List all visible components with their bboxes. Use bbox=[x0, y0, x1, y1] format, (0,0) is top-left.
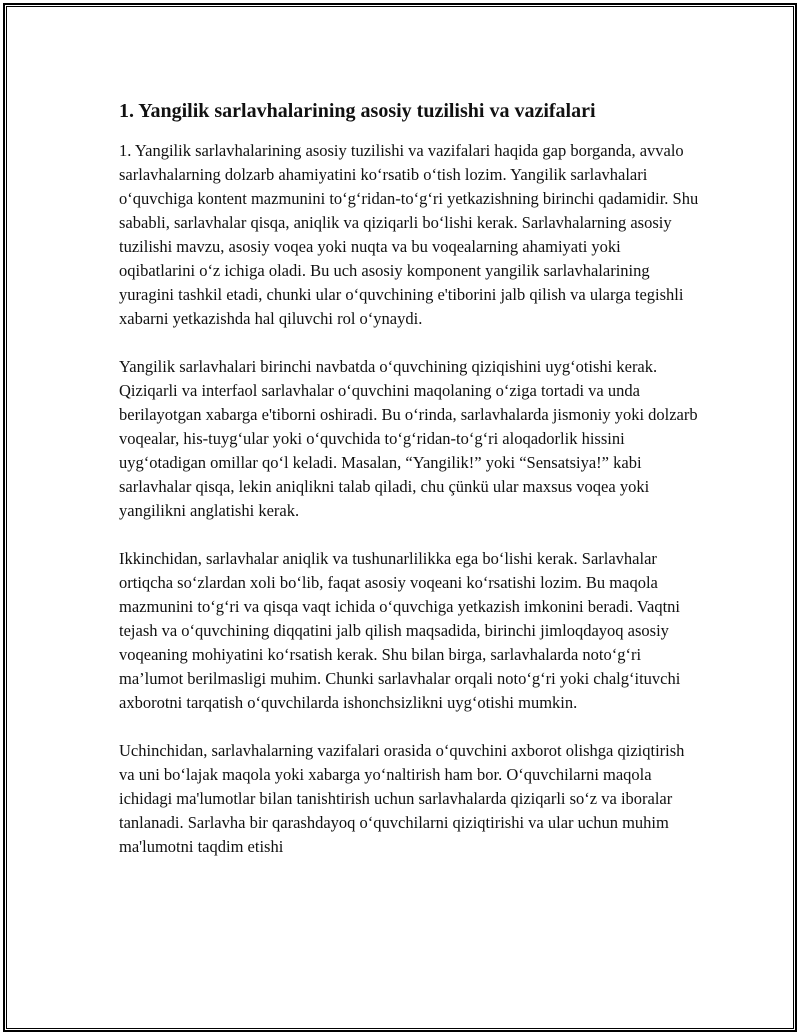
paragraph-2: Yangilik sarlavhalari birinchi navbatda o‘quvchining qiziqishini uyg‘otishi kerak. Qiziqarli va interfaol sarlavhalar o‘quvchini maqolaning o‘ziga tortadi va unda berilayotgan xabarga e'tiborni oshiradi. Bu o‘rinda, sarlavhalarda jismoniy yoki dolzarb voqealar, his-tuyg‘ular yoki o‘quvchida to‘g‘ridan-to‘g‘ri aloqadorlik hissini uyg‘otadigan omillar qo‘l keladi. Masalan, “Yangilik!” yoki “Sensatsiya!” kabi sarlavhalar qisqa, lekin aniqlikni talab qiladi, chu çünkü ular maxsus voqea yoki yangilikni anglatishi kerak. bbox=[119, 357, 698, 520]
document-body bbox=[119, 97, 699, 883]
paragraph-1: 1. Yangilik sarlavhalarining asosiy tuzilishi va vazifalari haqida gap borganda, avvalo sarlavhalarning dolzarb ahamiyatini ko‘rsatib o‘tish lozim. Yangilik sarlavhalari o‘quvchiga kontent mazmunini to‘g‘ridan-to‘g‘ri yetkazishning birinchi qadamidir. Shu sababli, sarlavhalar qisqa, aniqlik va qiziqarli bo‘lishi kerak. Sarlavhalarning asosiy tuzilishi mavzu, asosiy voqea yoki nuqta va bu voqealarning ahamiyati yoki oqibatlarini o‘z ichiga oladi. Bu uch asosiy komponent yangilik sarlavhalarining yuragini tashkil etadi, chunki ular o‘quvchining e'tiborini jalb qilish va ularga tegishli xabarni yetkazishda hal qiluvchi rol o‘ynaydi. bbox=[119, 141, 699, 328]
document-title: 1. Yangilik sarlavhalarining asosiy tuzilishi va vazifalari bbox=[119, 100, 596, 122]
page-frame bbox=[3, 3, 797, 1032]
paragraph-3: Ikkinchidan, sarlavhalar aniqlik va tushunarlilikka ega bo‘lishi kerak. Sarlavhalar ortiqcha so‘zlardan xoli bo‘lib, faqat asosiy voqeani ko‘rsatishi lozim. Bu maqola mazmunini to‘g‘ri va qisqa vaqt ichida o‘quvchiga yetkazish imkonini beradi. Vaqtni tejash va o‘quvchining diqqatini jalb qilish maqsadida, birinchi jimloqdayoq asosiy voqeaning mohiyatini ko‘rsatish kerak. Shu bilan birga, sarlavhalarda noto‘g‘ri ma’lumot berilmasligi muhim. Chunki sarlavhalar orqali noto‘g‘ri yoki chalg‘ituvchi axborotni tarqatish o‘quvchilarda ishonchsizlikni uyg‘otishi mumkin. bbox=[119, 549, 681, 712]
paragraph-4: Uchinchidan, sarlavhalarning vazifalari orasida o‘quvchini axborot olishga qiziqtirish va uni bo‘lajak maqola yoki xabarga yo‘naltirish ham bor. O‘quvchilarni maqola ichidagi ma'lumotlar bilan tanishtirish uchun sarlavhalarda qiziqarli so‘z va iboralar tanlanadi. Sarlavha bir qarashdayoq o‘quvchilarni qiziqtirishi va ular uchun muhim ma'lumotni taqdim etishi bbox=[119, 741, 685, 856]
